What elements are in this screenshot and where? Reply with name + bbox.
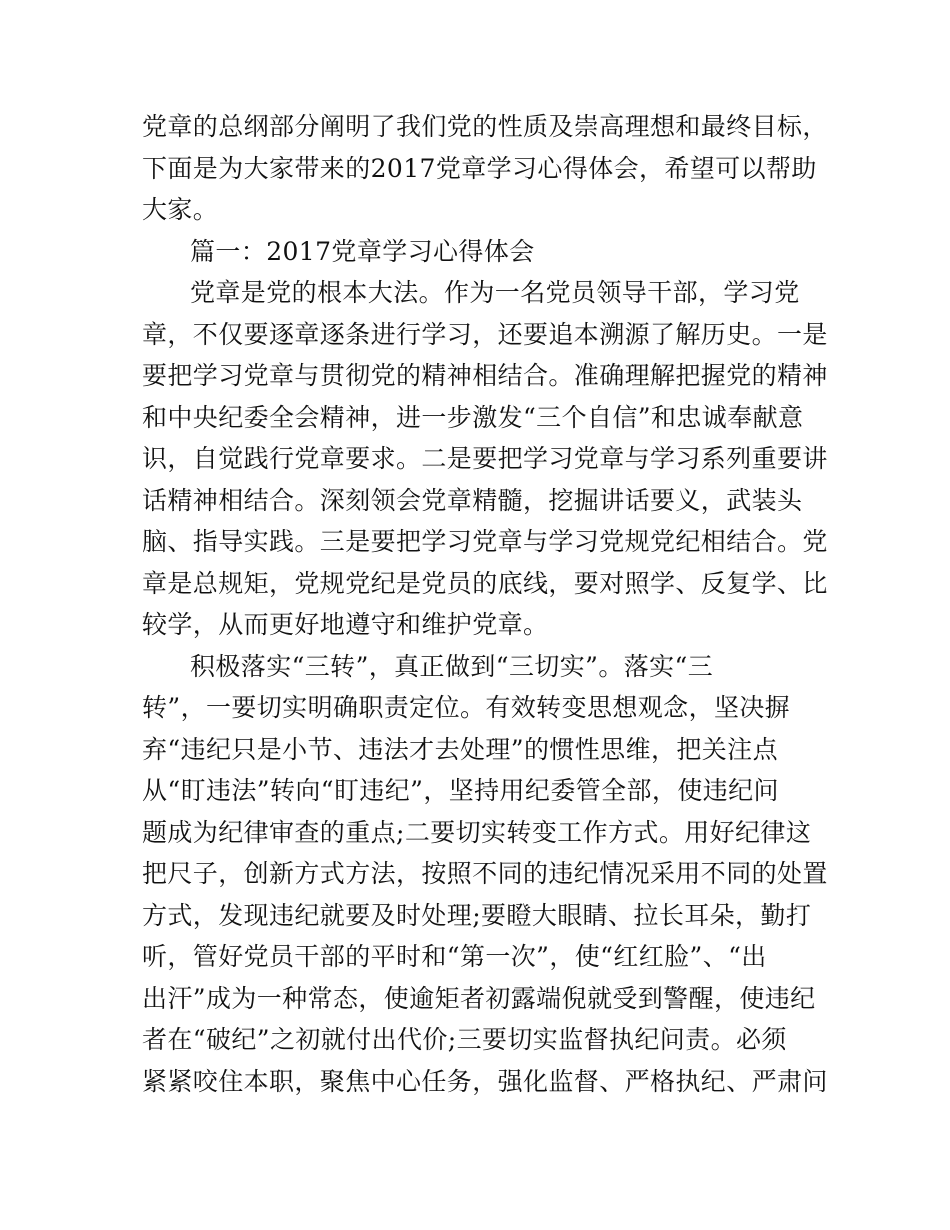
section-heading: 篇一：2017党章学习心得体会 xyxy=(190,236,535,266)
text-line: 下面是为大家带来的2017党章学习心得体会，希望可以帮助 xyxy=(142,153,817,183)
text-line: 转”，一要切实明确职责定位。有效转变思想观念，坚决摒 xyxy=(142,693,791,722)
text-line: 党章是党的根本大法。作为一名党员领导干部，学习党 xyxy=(190,278,800,307)
text-line: 和中央纪委全会精神，进一步激发“三个自信”和忠诚奉献意 xyxy=(142,402,804,432)
text-line: 积极落实“三转”，真正做到“三切实”。落实“三 xyxy=(190,651,714,681)
text-line: 题成为纪律审查的重点;二要切实转变工作方式。用好纪律这 xyxy=(142,817,812,847)
paragraph-1 xyxy=(142,272,828,646)
document-body xyxy=(142,106,828,1102)
text-line: 从“盯违法”转向“盯违纪”，坚持用纪委管全部，使违纪问 xyxy=(142,776,779,805)
text-line: 听，管好党员干部的平时和“第一次”，使“红红脸”、“出 xyxy=(142,942,767,971)
text-line: 出汗”成为一种常态，使逾矩者初露端倪就受到警醒，使违纪 xyxy=(142,983,816,1013)
text-line: 者在“破纪”之初就付出代价;三要切实监督执纪问责。必须 xyxy=(142,1025,787,1054)
text-line: 要把学习党章与贯彻党的精神相结合。准确理解把握党的精神 xyxy=(142,361,828,390)
text-line: 话精神相结合。深刻领会党章精髓，挖掘讲话要义，武装头 xyxy=(142,485,803,515)
text-line: 章是总规矩，党规党纪是党员的底线，要对照学、反复学、比 xyxy=(142,568,828,598)
text-line: 把尺子，创新方式方法，按照不同的违纪情况采用不同的处置 xyxy=(142,859,828,888)
paragraph-2 xyxy=(142,646,828,1103)
text-line: 党章的总纲部分阐明了我们党的性质及崇高理想和最终目标， xyxy=(142,112,828,141)
text-line: 方式，发现违纪就要及时处理;要瞪大眼睛、拉长耳朵，勤打 xyxy=(142,900,812,930)
intro-paragraph xyxy=(142,106,828,231)
text-line: 较学，从而更好地遵守和维护党章。 xyxy=(142,610,549,639)
text-line: 紧紧咬住本职，聚焦中心任务，强化监督、严格执纪、严肃问 xyxy=(142,1066,828,1096)
text-line: 章，不仅要逐章逐条进行学习，还要追本溯源了解历史。一是 xyxy=(142,319,828,349)
text-line: 脑、指导实践。三是要把学习党章与学习党规党纪相结合。党 xyxy=(142,527,828,556)
text-line: 弃“违纪只是小节、违法才去处理”的惯性思维，把关注点 xyxy=(142,734,778,764)
text-line: 大家。 xyxy=(142,195,219,224)
text-line: 识，自觉践行党章要求。二是要把学习党章与学习系列重要讲 xyxy=(142,444,828,473)
